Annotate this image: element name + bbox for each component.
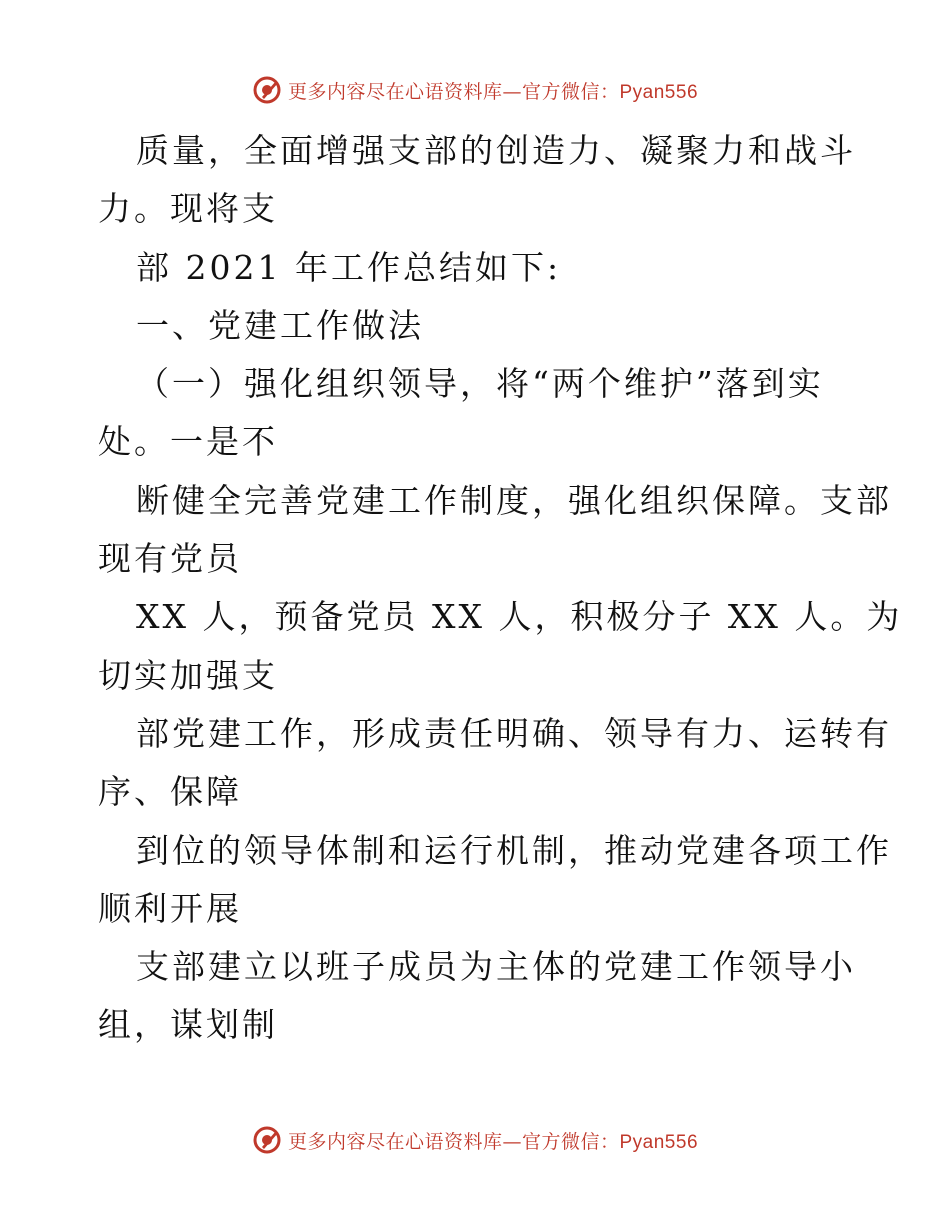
footer-banner-handle: Pyan556 bbox=[619, 1131, 699, 1153]
body-line: 质量，全面增强支部的创造力、凝聚力和战斗 bbox=[136, 131, 856, 170]
footer-banner-wx: 官方微信： bbox=[521, 1130, 620, 1153]
body-line: 切实加强支 bbox=[98, 655, 278, 695]
footer-banner-main: 更多内容尽在心语资料库 bbox=[287, 1130, 503, 1153]
body-line: 部党建工作，形成责任明确、领导有力、运转有 bbox=[136, 713, 892, 753]
body-line: 序、保障 bbox=[98, 772, 242, 812]
footer-banner-text bbox=[288, 1127, 698, 1154]
subsection-heading: （一）强化组织领导，将“两个维护”落到实 bbox=[136, 364, 824, 404]
footer-banner-separator: — bbox=[502, 1130, 522, 1153]
body-line: 断健全完善党建工作制度，强化组织保障。支部 bbox=[136, 480, 892, 520]
body-line: 部 2021 年工作总结如下: bbox=[136, 247, 562, 287]
header-banner-handle: Pyan556 bbox=[619, 81, 699, 103]
body-line: 到位的领导体制和运行机制，推动党建各项工作 bbox=[136, 830, 892, 870]
document-body bbox=[98, 122, 903, 1055]
header-banner-main: 更多内容尽在心语资料库 bbox=[287, 80, 503, 103]
header-banner-separator: — bbox=[502, 80, 522, 103]
body-line: 顺利开展 bbox=[98, 888, 242, 928]
body-line: XX 人，预备党员 XX 人，积极分子 XX 人。为 bbox=[136, 597, 903, 637]
footer-banner bbox=[0, 1120, 950, 1160]
body-line: 支部建立以班子成员为主体的党建工作领导小 bbox=[136, 947, 856, 987]
footer-banner-content bbox=[252, 1125, 698, 1155]
pen-logo-icon bbox=[252, 75, 282, 105]
header-banner bbox=[0, 70, 950, 110]
header-banner-content bbox=[252, 75, 698, 105]
pen-logo-icon bbox=[252, 1125, 282, 1155]
body-line: 现有党员 bbox=[98, 539, 242, 579]
body-line: 力。现将支 bbox=[98, 189, 278, 229]
body-line: 处。一是不 bbox=[98, 422, 278, 462]
header-banner-text bbox=[288, 77, 698, 104]
body-line: 组，谋划制 bbox=[98, 1005, 278, 1045]
header-banner-wx: 官方微信： bbox=[521, 80, 620, 103]
section-heading: 一、党建工作做法 bbox=[136, 305, 424, 345]
